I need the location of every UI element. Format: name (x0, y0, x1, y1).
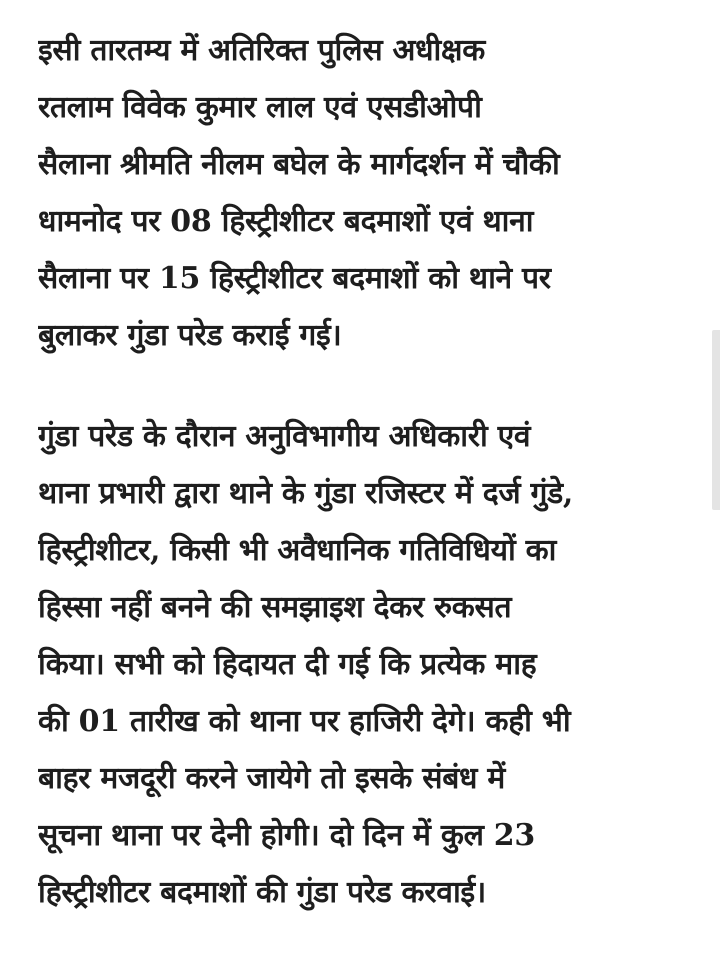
text-line: धामनोद पर 08 हिस्ट्रीशीटर बदमाशों एवं थाना (38, 204, 534, 239)
text-line: थाना प्रभारी द्वारा थाने के गुंडा रजिस्टर में दर्ज गुंडे, (38, 476, 574, 511)
text-line: बुलाकर गुंडा परेड कराई गई। (38, 318, 342, 353)
text-line: हिस्ट्रीशीटर बदमाशों की गुंडा परेड करवाई। (38, 875, 486, 910)
text-line: गुंडा परेड के दौरान अनुविभागीय अधिकारी एवं (38, 419, 531, 454)
article-body (38, 22, 688, 921)
text-line: हिस्ट्रीशीटर, किसी भी अवैधानिक गतिविधियों का (38, 533, 557, 568)
text-line: हिस्सा नहीं बनने की समझाइश देकर रुकसत (38, 590, 512, 625)
text-line: इसी तारतम्य में अतिरिक्त पुलिस अधीक्षक (38, 33, 485, 68)
text-line: सूचना थाना पर देनी होगी। दो दिन में कुल 23 (38, 818, 535, 853)
text-line: बाहर मजदूरी करने जायेगे तो इसके संबंध में (38, 761, 505, 796)
paragraph-spacer (38, 364, 688, 408)
text-line: सैलाना श्रीमति नीलम बघेल के मार्गदर्शन में चौकी (38, 147, 560, 182)
text-line: रतलाम विवेक कुमार लाल एवं एसडीओपी (38, 90, 482, 125)
scrollbar-thumb[interactable] (712, 330, 720, 510)
paragraph-1 (38, 22, 688, 364)
paragraph-2 (38, 408, 688, 921)
text-line: किया। सभी को हिदायत दी गई कि प्रत्येक माह (38, 647, 537, 682)
text-line: की 01 तारीख को थाना पर हाजिरी देगे। कही भी (38, 704, 571, 739)
text-line: सैलाना पर 15 हिस्ट्रीशीटर बदमाशों को थाने पर (38, 261, 551, 296)
